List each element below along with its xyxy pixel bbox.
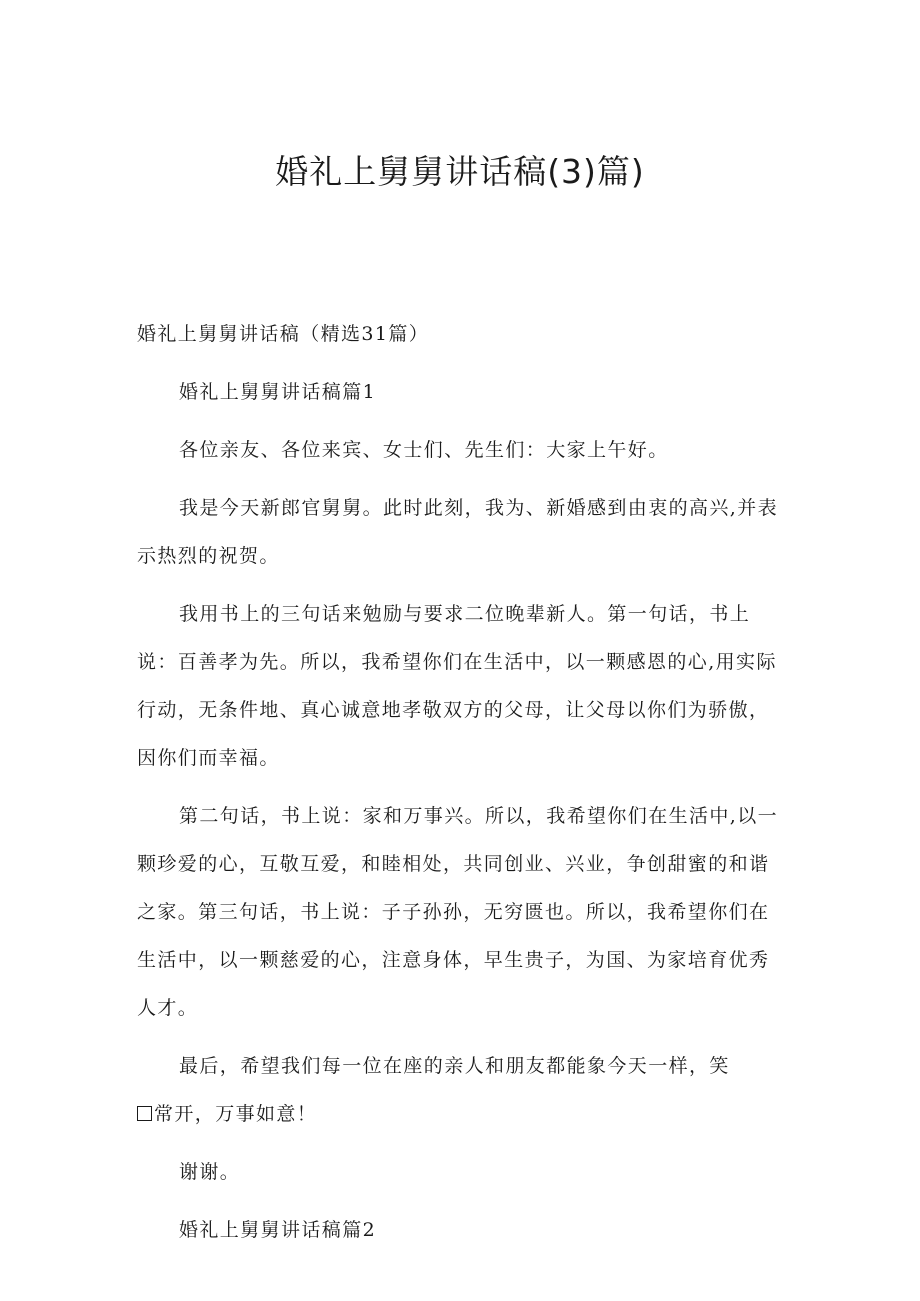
section-heading-2: 婚礼上舅舅讲话稿篇2 [179, 1219, 377, 1241]
closing-line-text: 常开，万事如意！ [154, 1103, 318, 1125]
paragraph-second-third-saying: 第二句话，书上说：家和万事兴。所以，我希望你们在生活中,以一颗珍爱的心，互敬互爱，和睦相处，共同创业、兴业，争创甜蜜的和谐之家。第三句话，书上说：子子孙孙，无穷匮也。所以，我希望你们在生活中，以一颗慈爱的心，注意身体，早生贵子，为国、为家培育优秀人才。 [137, 805, 779, 1019]
document-title: 婚礼上舅舅讲话稿(3)篇) [275, 152, 645, 191]
paragraph-greeting: 各位亲友、各位来宾、女士们、先生们：大家上午好。 [179, 439, 669, 461]
document-body [137, 310, 787, 1254]
section-heading-1: 婚礼上舅舅讲话稿篇1 [179, 381, 377, 403]
closing-line [137, 1090, 787, 1138]
missing-character-box-icon [137, 1106, 152, 1121]
paragraph-first-saying: 我用书上的三句话来勉励与要求二位晚辈新人。第一句话，书上说：百善孝为先。所以，我希望你们在生活中，以一颗感恩的心,用实际行动，无条件地、真心诚意地孝敬双方的父母，让父母以你们为骄傲，因你们而幸福。 [137, 603, 777, 769]
thanks-line: 谢谢。 [179, 1161, 241, 1183]
document-subtitle: 婚礼上舅舅讲话稿（精选31篇） [137, 323, 430, 345]
paragraph-introduction: 我是今天新郎官舅舅。此时此刻，我为、新婚感到由衷的高兴,并表示热烈的祝贺。 [137, 497, 779, 567]
paragraph-closing-wish: 最后，希望我们每一位在座的亲人和朋友都能象今天一样，笑 [179, 1055, 730, 1077]
